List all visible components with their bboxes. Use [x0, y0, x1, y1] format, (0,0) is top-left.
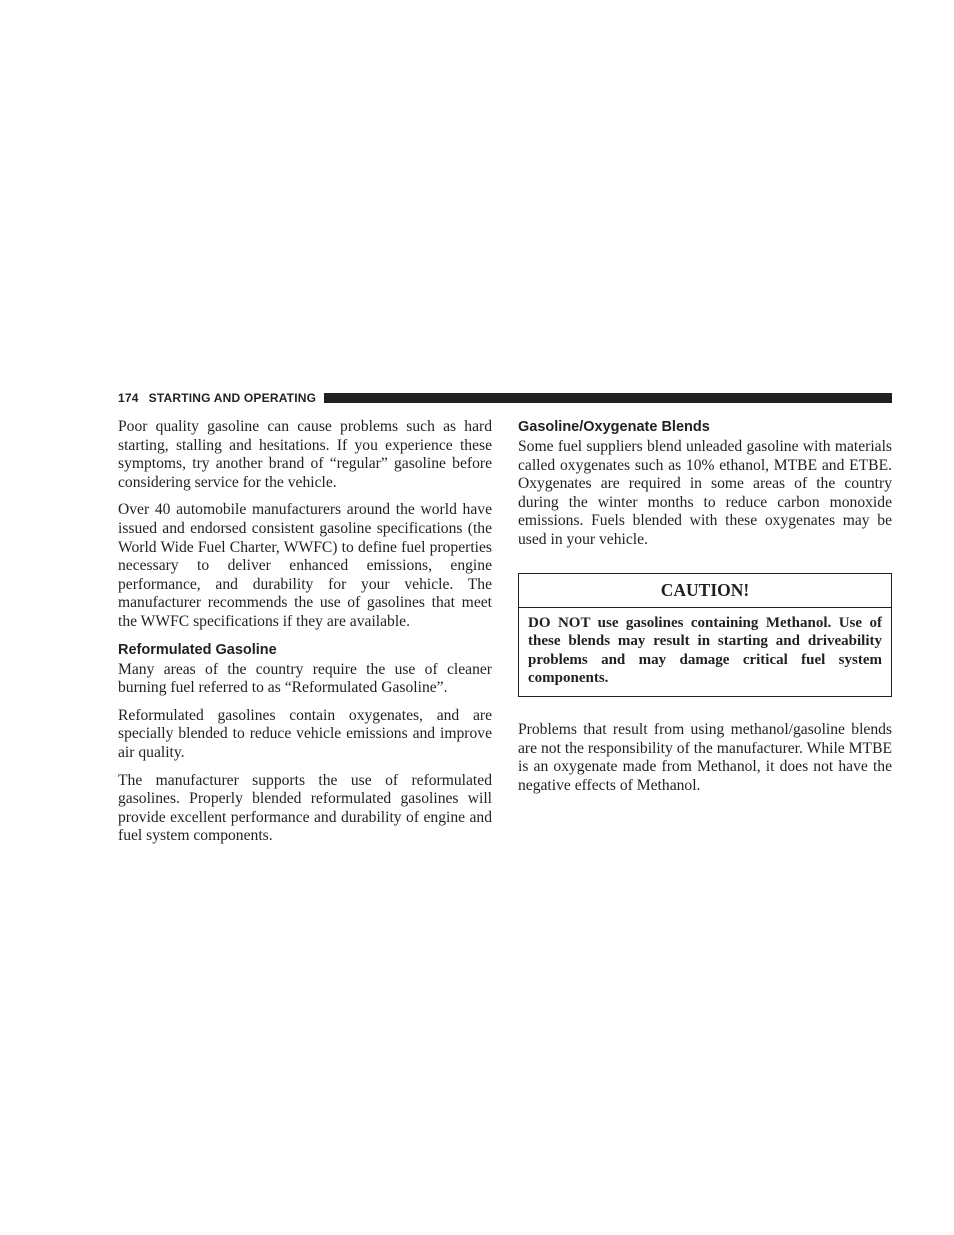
caution-title: CAUTION! [519, 574, 891, 608]
page-header [118, 389, 892, 406]
right-column [518, 418, 892, 804]
paragraph-reformulated-1: Many areas of the country require the use of cleaner burning fuel referred to as “Reformulated Gasoline”. [118, 660, 492, 697]
page-number: 174 [118, 390, 139, 405]
paragraph-reformulated-2: Reformulated gasolines contain oxygenates, and are specially blended to reduce vehicle emissions and improve air quality. [118, 706, 492, 761]
caution-body: DO NOT use gasolines containing Methanol. Use of these blends may result in starting and driveability problems and may damage critical fuel system components. [528, 614, 882, 687]
paragraph-oxygenates: Some fuel suppliers blend unleaded gasoline with materials called oxygenates such as 10% ethanol, MTBE and ETBE. Oxygenates are required in some areas of the country during the winter months to reduce carbon monoxide emissions. Fuels blended with these oxygenates may be used in your vehicle. [518, 438, 892, 548]
section-title: STARTING AND OPERATING [148, 390, 317, 405]
heading-oxygenate-blends: Gasoline/Oxygenate Blends [518, 419, 710, 435]
left-column [118, 418, 492, 855]
paragraph-reformulated-3: The manufacturer supports the use of reformulated gasolines. Properly blended reformulated gasolines will provide excellent performance and durability of engine and fuel system components. [118, 771, 492, 845]
paragraph-wwfc: Over 40 automobile manufacturers around the world have issued and endorsed consistent gasoline specifications (the World Wide Fuel Charter, WWFC) to define fuel properties necessary to deliver enhanced emissions, engine performance, and durability for your vehicle. The manufacturer recommends the use of gasolines that meet the WWFC specifications if they are available. [118, 501, 492, 630]
caution-box [518, 573, 892, 697]
heading-reformulated-gasoline: Reformulated Gasoline [118, 641, 277, 658]
paragraph-methanol-problems: Problems that result from using methanol/gasoline blends are not the responsibility of the manufacturer. While MTBE is an oxygenate made from Methanol, it does not have the negative effects of Methanol. [518, 720, 892, 794]
header-rule [324, 393, 892, 403]
paragraph-gasoline-quality: Poor quality gasoline can cause problems such as hard starting, stalling and hesitations. If you experience these symptoms, try another brand of “regular” gasoline before considering service for the vehicle. [118, 418, 492, 491]
